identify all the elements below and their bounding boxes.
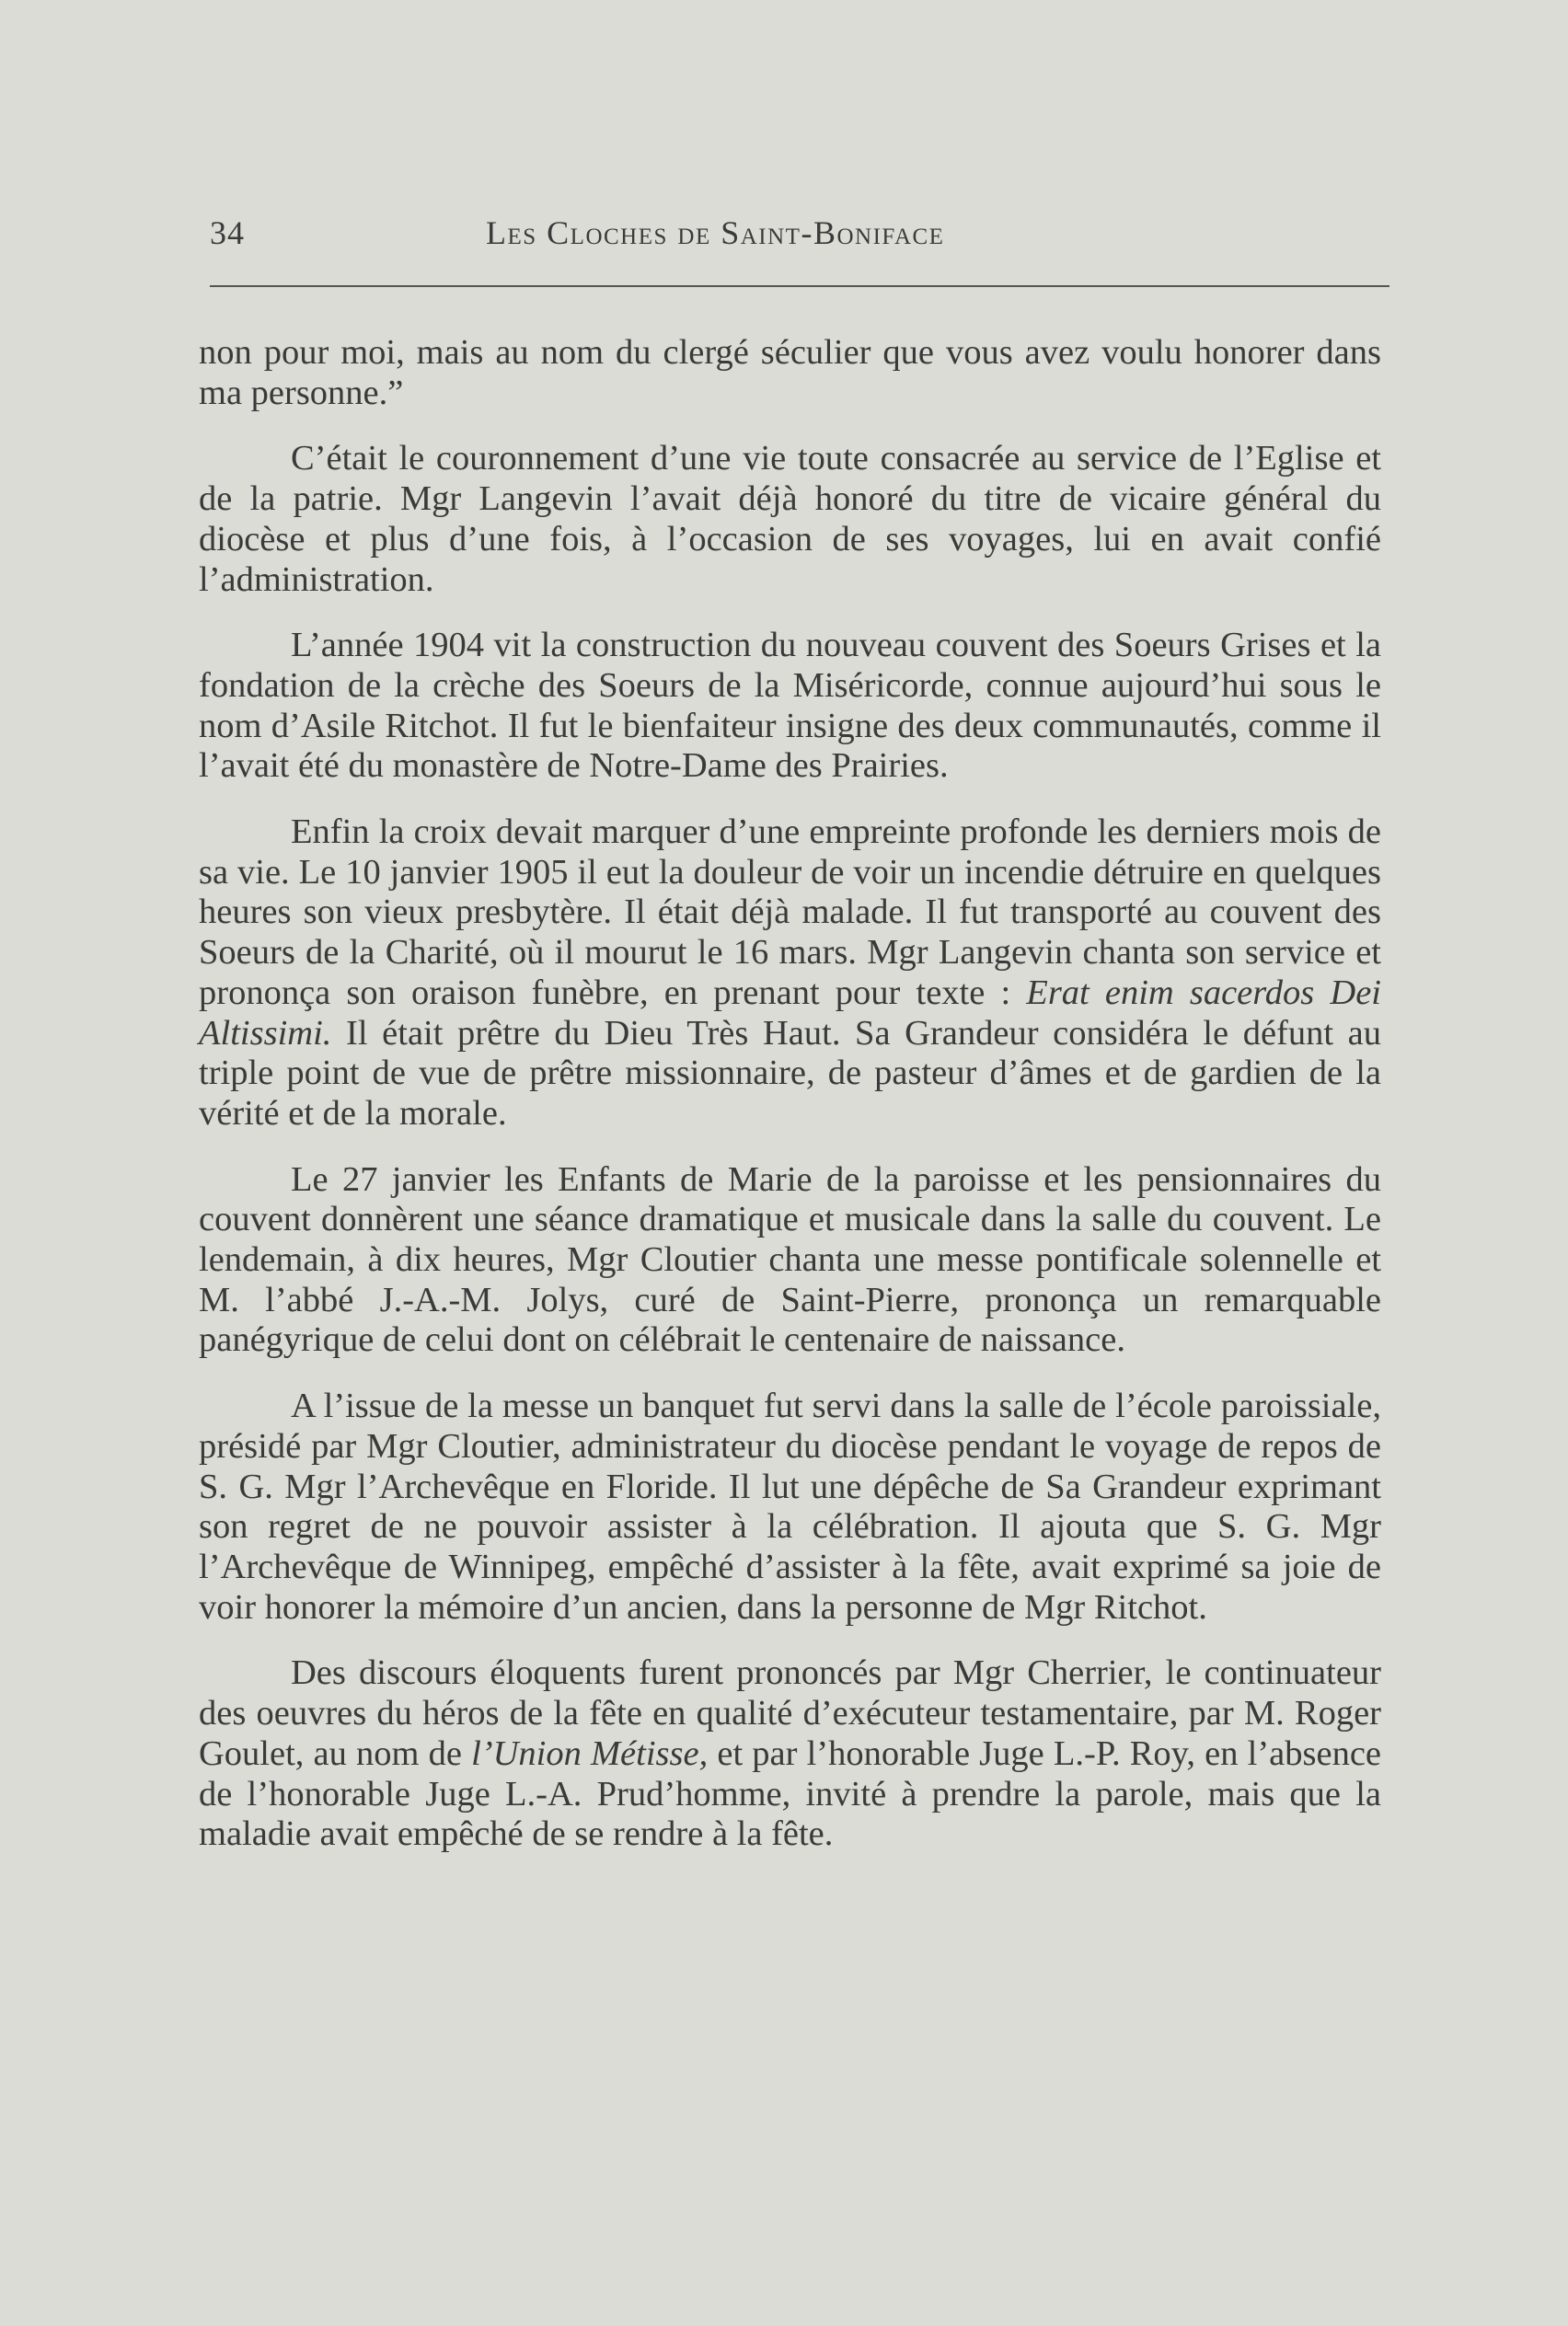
- paragraph-6: A l’issue de la messe un banquet fut servi dans la salle de l’école paroissiale, présidé par Mgr Cloutier, administrateur du diocèse pendant le voyage de repos de S. G. Mgr l’Archevêque en Floride. Il lut une dépêche de Sa Grandeur exprimant son regret de ne pouvoir assister à la célébration. Il ajouta que S. G. Mgr l’Archevêque de Winnipeg, empêché d’assister à la fête, avait exprimé sa joie de voir honorer la mémoire d’un ancien, dans la personne de Mgr Ritchot.: [199, 1387, 1381, 1627]
- body-text: [199, 333, 1381, 1855]
- paragraph-4: [199, 812, 1381, 1134]
- paragraph-7-text-a: Des discours éloquents furent prononcés par Mgr Cherrier, le continuateur des oeuvres du héros de la fête en qualité d’exécuteur testamentaire, par M. Roger Goulet, au nom de: [199, 1653, 1381, 1773]
- paragraph-7-text-b: et par l’honorable Juge L.-P. Roy, en l’absence de l’honorable Juge L.-A. Prud’homme, invité à prendre la parole, mais que la maladie avait empêché de se rendre à la fête.: [199, 1733, 1382, 1854]
- paragraph-5: Le 27 janvier les Enfants de Marie de la paroisse et les pensionnaires du couvent donnèrent une séance dramatique et musicale dans la salle du couvent. Le lendemain, à dix heures, Mgr Cloutier chanta une messe pontificale solennelle et M. l’abbé J.-A.-M. Jolys, curé de Saint-Pierre, prononça un remarquable panégyrique de celui dont on célébrait le centenaire de naissance.: [199, 1159, 1381, 1360]
- paragraph-4-text-b: Il était prêtre du Dieu Très Haut. Sa Grandeur considéra le défunt au triple point de vue de prêtre missionnaire, de pasteur d’âmes et de gardien de la vérité et de la morale.: [199, 1013, 1382, 1133]
- paragraph-7: [199, 1653, 1381, 1855]
- paragraph-4-text-a: Enfin la croix devait marquer d’une empreinte profonde les derniers mois de sa vie. Le 10 janvier 1905 il eut la douleur de voir un incendie détruire en quelques heures son vieux presbytère. Il était déjà malade. Il fut transporté au couvent des Soeurs de la Charité, où il mourut le 16 mars. Mgr Langevin chanta son service et prononça son oraison funèbre, en prenant pour texte :: [199, 812, 1381, 1012]
- page-header: [210, 213, 1388, 269]
- running-title: Les Cloches de Saint-Boniface: [486, 214, 945, 251]
- paragraph-2: C’était le couronnement d’une vie toute consacrée au service de l’Eglise et de la patrie. Mgr Langevin l’avait déjà honoré du titre de vicaire général du diocèse et plus d’une fois, à l’occasion de ses voyages, lui en avait confié l’administration.: [199, 439, 1381, 599]
- newspaper-title: l’Union Métisse,: [471, 1733, 709, 1773]
- header-rule: [210, 285, 1389, 287]
- latin-quote: Erat enim sacerdos Dei Altissimi.: [199, 973, 1381, 1053]
- page-number: 34: [210, 214, 245, 251]
- paragraph-1: non pour moi, mais au nom du clergé séculier que vous avez voulu honorer dans ma personne.”: [199, 333, 1381, 412]
- paragraph-3: L’année 1904 vit la construction du nouveau couvent des Soeurs Grises et la fondation de la crèche des Soeurs de la Miséricorde, connue aujourd’hui sous le nom d’Asile Ritchot. Il fut le bienfaiteur insigne des deux communautés, comme il l’avait été du monastère de Notre-Dame des Prairies.: [199, 626, 1381, 786]
